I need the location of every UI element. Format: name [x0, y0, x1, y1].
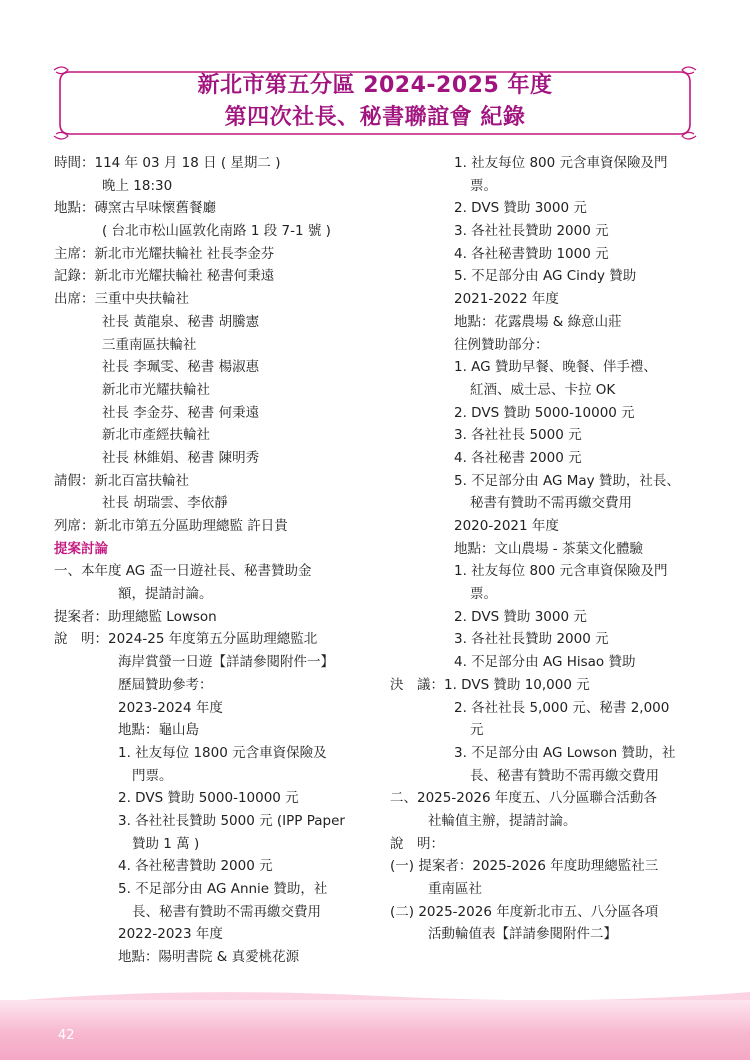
left-text-line: 歷屆贊助參考： — [118, 676, 213, 693]
right-text-line: 4. 不足部分由 AG Hisao 贊助 — [454, 654, 636, 671]
left-text-line: 2. DVS 贊助 5000-10000 元 — [118, 790, 299, 807]
left-text-line: 社長 李珮雯、秘書 楊淑惠 — [102, 359, 260, 376]
left-text-line: 額，提請討論。 — [118, 586, 213, 603]
document-title-line-2: 第四次社長、秘書聯誼會 紀錄 — [224, 105, 526, 130]
right-text-line: 4. 各社秘書贊助 1000 元 — [454, 245, 609, 262]
right-text-line: 社輪值主辦，提請討論。 — [428, 812, 577, 829]
right-text-line: 3. 各社社長 5000 元 — [454, 427, 582, 444]
left-text-line: 時間：114 年 03 月 18 日 ( 星期二 ) — [54, 155, 281, 171]
left-text-line: 社長 李金芬、秘書 何秉遠 — [102, 404, 260, 421]
left-text-line: ( 台北市松山區敦化南路 1 段 7-1 號 ) — [102, 223, 331, 240]
right-text-line: 秘書有贊助不需再繳交費用 — [470, 495, 632, 512]
left-text-line: 3. 各社社長贊助 5000 元 (IPP Paper — [118, 812, 345, 829]
left-text-line: 5. 不足部分由 AG Annie 贊助，社 — [118, 881, 328, 897]
left-text-line: 說 明：2024-25 年度第五分區助理總監北 — [54, 631, 318, 648]
right-text-line: 說 明： — [390, 835, 444, 852]
page-number: 42 — [58, 1028, 75, 1043]
right-text-line: 重南區社 — [428, 881, 482, 897]
left-text-line: 晚上 18:30 — [102, 177, 173, 194]
right-text-line: 3. 各社社長贊助 2000 元 — [454, 631, 609, 648]
left-text-line: 地點：陽明書院 & 真愛桃花源 — [118, 949, 300, 966]
left-text-line: 2022-2023 年度 — [118, 926, 223, 943]
right-text-line: 2020-2021 年度 — [454, 518, 559, 534]
left-text-line: 門票。 — [132, 767, 173, 784]
right-text-line: (一) 提案者：2025-2026 年度助理總監社三 — [390, 858, 659, 875]
right-text-line: 地點：花露農場 & 綠意山莊 — [454, 313, 622, 330]
right-text-line: 3. 不足部分由 AG Lowson 贊助，社 — [454, 744, 676, 761]
left-text-line: 主席：新北市光耀扶輪社 社長李金芬 — [54, 245, 275, 262]
right-text-line: 2021-2022 年度 — [454, 291, 559, 308]
right-text-line: 地點：文山農場 - 茶葉文化體驗 — [454, 540, 643, 557]
section-heading: 提案討論 — [54, 540, 108, 557]
right-text-line: 2. 各社社長 5,000 元、秘書 2,000 — [454, 699, 670, 716]
right-text-line: (二) 2025-2026 年度新北市五、八分區各項 — [390, 903, 659, 920]
left-text-line: 一、本年度 AG 盃一日遊社長、秘書贊助金 — [54, 563, 312, 580]
title-frame — [52, 64, 698, 142]
right-text-line: 5. 不足部分由 AG May 贊助，社長、 — [454, 472, 680, 489]
left-text-line: 4. 各社秘書贊助 2000 元 — [118, 858, 273, 875]
right-text-line: 決 議：1. DVS 贊助 10,000 元 — [390, 676, 590, 693]
left-column — [54, 152, 374, 969]
left-text-line: 記錄：新北市光耀扶輪社 秘書何秉遠 — [54, 268, 275, 285]
left-text-line: 列席：新北市第五分區助理總監 許日貴 — [54, 518, 288, 534]
left-text-line: 地點：磚窯古早味懷舊餐廳 — [54, 200, 216, 217]
right-text-line: 票。 — [470, 177, 497, 194]
document-title-line-1: 新北市第五分區 2024-2025 年度 — [197, 73, 553, 98]
right-text-line: 2. DVS 贊助 3000 元 — [454, 608, 587, 625]
right-text-line: 元 — [470, 722, 484, 739]
left-text-line: 提案者：助理總監 Lowson — [54, 608, 217, 625]
right-text-line: 2. DVS 贊助 5000-10000 元 — [454, 404, 635, 421]
right-text-line: 票。 — [470, 586, 497, 603]
footer-band — [0, 1000, 750, 1060]
right-text-line: 長、秘書有贊助不需再繳交費用 — [470, 767, 659, 784]
left-text-line: 社長 林維娟、秘書 陳明秀 — [102, 449, 260, 466]
right-text-line: 4. 各社秘書 2000 元 — [454, 449, 582, 466]
left-text-line: 海岸賞螢一日遊【詳請參閱附件一】 — [118, 654, 334, 671]
left-text-line: 新北市產經扶輪社 — [102, 427, 210, 444]
left-text-line: 長、秘書有贊助不需再繳交費用 — [132, 903, 321, 920]
right-text-line: 3. 各社社長贊助 2000 元 — [454, 223, 609, 240]
right-text-line: 二、2025-2026 年度五、八分區聯合活動各 — [390, 790, 657, 807]
right-text-line: 1. 社友每位 800 元含車資保險及門 — [454, 155, 668, 171]
left-text-line: 贊助 1 萬 ) — [132, 835, 200, 852]
left-text-line: 1. 社友每位 1800 元含車資保險及 — [118, 744, 327, 761]
left-text-line: 社長 胡瑞雲、李依靜 — [102, 495, 228, 512]
right-text-line: 2. DVS 贊助 3000 元 — [454, 200, 587, 217]
left-text-line: 出席：三重中央扶輪社 — [54, 291, 189, 308]
left-text-line: 請假：新北百富扶輪社 — [54, 472, 189, 489]
right-text-line: 紅酒、威士忌、卡拉 OK — [470, 381, 616, 398]
right-text-line: 5. 不足部分由 AG Cindy 贊助 — [454, 268, 637, 285]
right-text-line: 往例贊助部分： — [454, 336, 549, 353]
left-text-line: 三重南區扶輪社 — [102, 336, 197, 353]
right-text-line: 活動輪值表【詳請參閱附件二】 — [428, 926, 617, 943]
left-text-line: 2023-2024 年度 — [118, 699, 223, 716]
left-text-line: 社長 黃龍泉、秘書 胡騰憲 — [102, 313, 260, 330]
right-column — [390, 152, 700, 946]
right-text-line: 1. AG 贊助早餐、晚餐、伴手禮、 — [454, 359, 657, 376]
left-text-line: 新北市光耀扶輪社 — [102, 381, 210, 398]
right-text-line: 1. 社友每位 800 元含車資保險及門 — [454, 563, 668, 580]
left-text-line: 地點：龜山島 — [118, 722, 199, 739]
